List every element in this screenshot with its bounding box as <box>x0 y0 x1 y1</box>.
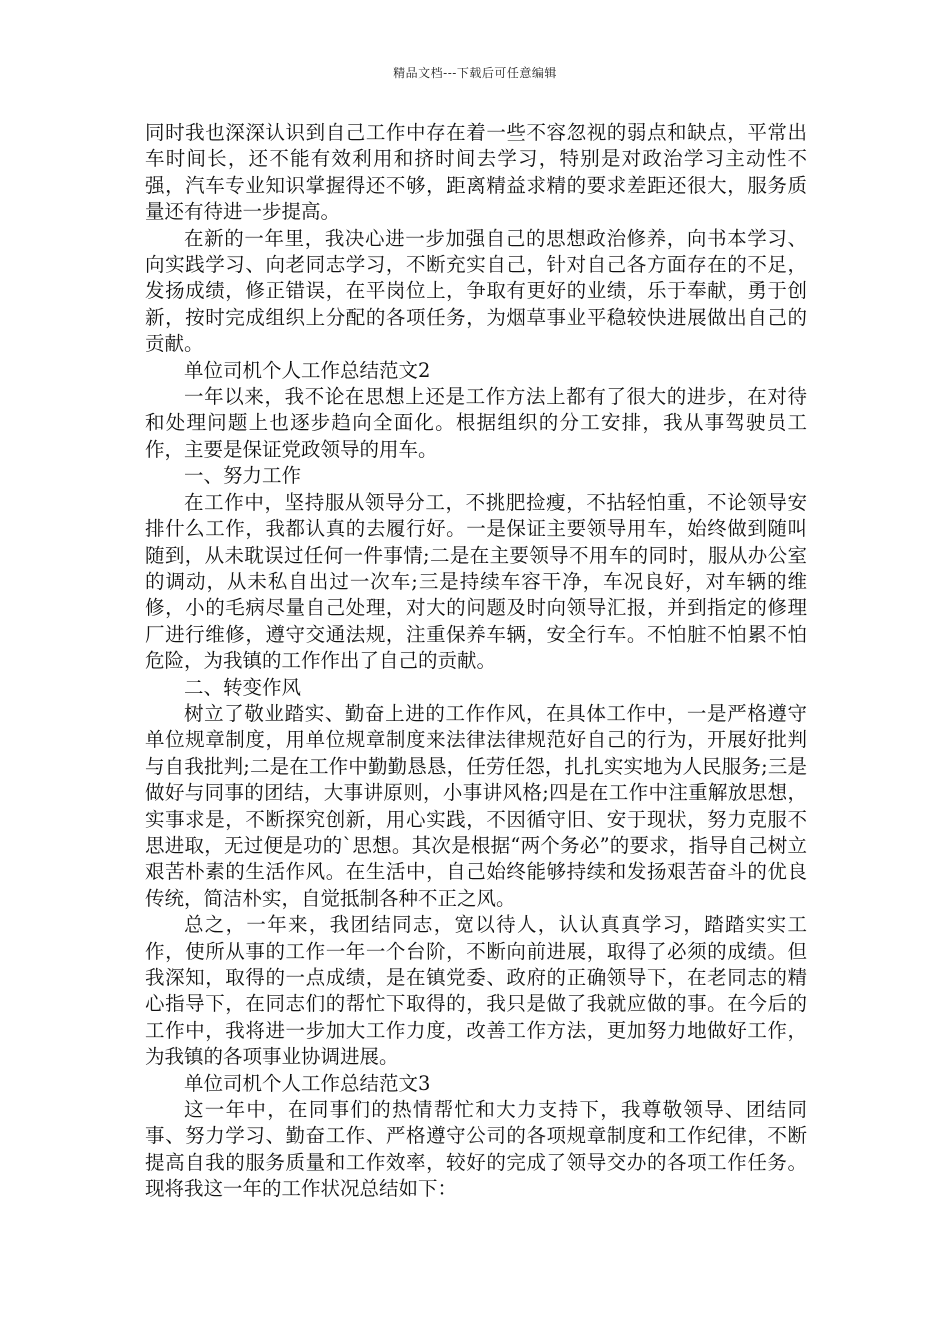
section-title-sample-3: 单位司机个人工作总结范文3 <box>184 1071 431 1095</box>
paragraph-change-style: 树立了敬业踏实、勤奋上进的工作作风，在具体工作中，一是严格遵守单位规章制度，用单位规章制度来法律法律规范好自己的行为，开展好批判与自我批判;二是在工作中勤勤恳恳，任劳任怨，扎扎实实地为人民服务;三是做好与同事的团结，大事讲原则，小事讲风格;四是在工作中注重解放思想，实事求是，不断探究创新，用心实践，不因循守旧、安于现状，努力克服不思进取，无过便是功的`思想。其次是根据“两个务必”的要求，指导自己树立艰苦朴素的生活作风。在生活中，自己始终能够持续和发扬艰苦奋斗的优良传统，简洁朴实，自觉抵制各种不正之风。 <box>145 701 807 910</box>
subheading-work-hard: 一、努力工作 <box>184 464 302 488</box>
subheading-change-style: 二、转变作风 <box>184 675 302 699</box>
section-title-sample-2: 单位司机个人工作总结范文2 <box>184 358 431 382</box>
paragraph-new-year-resolution: 在新的一年里，我决心进一步加强自己的思想政治修养，向书本学习、向实践学习、向老同志学习，不断充实自己，针对自己各方面存在的不足，发扬成绩，修正错误，在平岗位上，争取有更好的业绩，乐于奉献，勇于创新，按时完成组织上分配的各项任务，为烟草事业平稳较快进展做出自己的贡献。 <box>145 226 807 356</box>
paragraph-intro-sample-2: 一年以来，我不论在思想上还是工作方法上都有了很大的进步，在对待和处理问题上也逐步趋向全面化。根据组织的分工安排，我从事驾驶员工作，主要是保证党政领导的用车。 <box>145 385 807 461</box>
page-header: 精品文档---下载后可任意编辑 <box>393 66 557 80</box>
paragraph-work-hard: 在工作中，坚持服从领导分工，不挑肥捡瘦，不拈轻怕重，不论领导安排什么工作，我都认真的去履行好。一是保证主要领导用车，始终做到随叫随到，从未耽误过任何一件事情;二是在主要领导不用车的同时，服从办公室的调动，从未私自出过一次车;三是持续车容干净，车况良好，对车辆的维修，小的毛病尽量自己处理，对大的问题及时向领导汇报，并到指定的修理厂进行维修，遵守交通法规，注重保养车辆，安全行车。不怕脏不怕累不怕危险，为我镇的工作作出了自己的贡献。 <box>145 490 807 673</box>
paragraph-summary: 总之，一年来，我团结同志，宽以待人，认认真真学习，踏踏实实工作，使所从事的工作一年一个台阶，不断向前进展，取得了必须的成绩。但我深知，取得的一点成绩，是在镇党委、政府的正确领导下，在老同志的精心指导下，在同志们的帮忙下取得的，我只是做了我就应做的事。在今后的工作中，我将进一步加大工作力度，改善工作方法，更加努力地做好工作，为我镇的各项事业协调进展。 <box>145 913 807 1069</box>
document-body <box>145 120 807 1203</box>
paragraph-intro-sample-3: 这一年中，在同事们的热情帮忙和大力支持下，我尊敬领导、团结同事、努力学习、勤奋工作、严格遵守公司的各项规章制度和工作纪律，不断提高自我的服务质量和工作效率，较好的完成了领导交办的各项工作任务。现将我这一年的工作状况总结如下： <box>145 1098 807 1201</box>
paragraph-weaknesses: 同时我也深深认识到自己工作中存在着一些不容忽视的弱点和缺点，平常出车时间长，还不能有效利用和挤时间去学习，特别是对政治学习主动性不强，汽车专业知识掌握得还不够，距离精益求精的要求差距还很大，服务质量还有待进一步提高。 <box>145 121 807 224</box>
